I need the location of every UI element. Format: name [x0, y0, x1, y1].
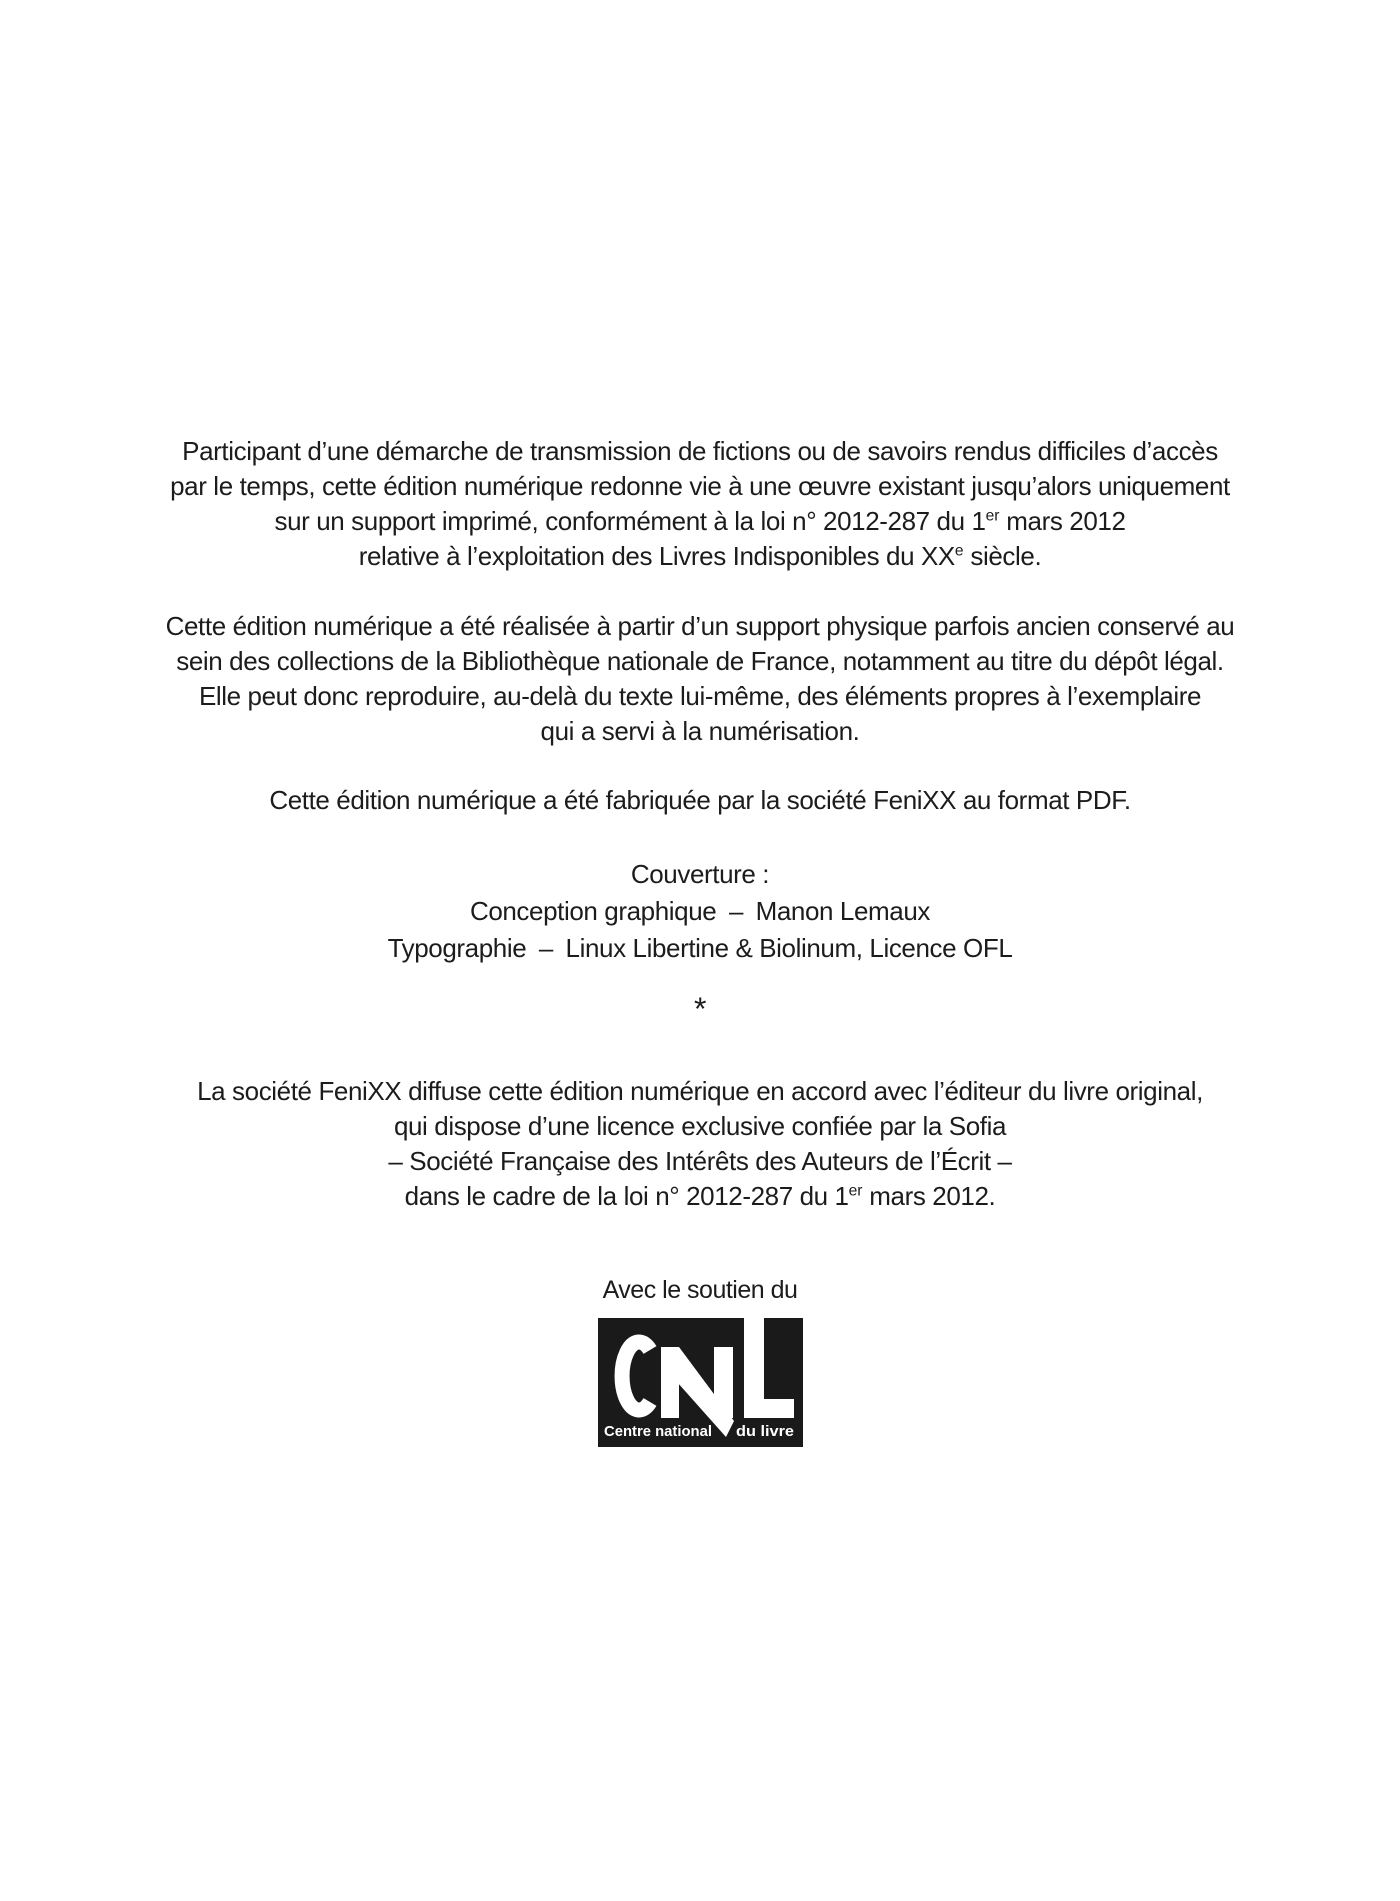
asterisk-separator: * — [693, 991, 707, 1027]
source-note-line-2: sein des collections de la Bibliothèque nationale de France, notamment au titre du dépôt légal. — [176, 646, 1224, 676]
cnl-logo-graphic — [598, 1318, 803, 1447]
cnl-caption-left: Centre national — [604, 1423, 712, 1440]
source-note-line-3: Elle peut donc reproduire, au-delà du texte lui-même, des éléments propres à l’exemplaire — [198, 681, 1202, 711]
intro-line-3 — [0, 508, 1400, 534]
cover-credits-title: Couverture : — [630, 859, 770, 889]
cover-credits-typography: Typographie – Linux Libertine & Biolinum, Licence OFL — [387, 933, 1013, 963]
production-note: Cette édition numérique a été fabriquée par la société FeniXX au format PDF. — [269, 785, 1131, 815]
distribution-line-4 — [0, 1183, 1400, 1209]
distribution-line-4-end: mars 2012. — [862, 1181, 996, 1211]
source-note-line-4: qui a servi à la numérisation. — [540, 716, 860, 746]
intro-line-4 — [0, 543, 1400, 569]
distribution-line-1: La société FeniXX diffuse cette édition numérique en accord avec l’éditeur du livre original, — [197, 1076, 1203, 1106]
cover-credits-design: Conception graphique – Manon Lemaux — [469, 896, 931, 926]
distribution-line-3: – Société Française des Intérêts des Auteurs de l’Écrit – — [388, 1146, 1012, 1176]
source-note-line-1: Cette édition numérique a été réalisée à partir d’un support physique parfois ancien conservé au — [165, 611, 1235, 641]
intro-line-1: Participant d’une démarche de transmission de fictions ou de savoirs rendus difficiles d’accès — [182, 436, 1218, 466]
cnl-letter-l-foot — [744, 1399, 794, 1418]
cnl-caption-right: du livre — [736, 1423, 794, 1440]
ordinal-superscript: er — [985, 507, 1000, 525]
ordinal-superscript: er — [848, 1182, 863, 1200]
intro-line-3-text: sur un support imprimé, conformément à la loi n° 2012-287 du 1 — [274, 506, 986, 536]
intro-line-3-end: mars 2012 — [999, 506, 1126, 536]
ordinal-superscript: e — [954, 542, 964, 560]
intro-line-2: par le temps, cette édition numérique redonne vie à une œuvre existant jusqu’alors uniquement — [170, 471, 1230, 501]
distribution-line-2: qui dispose d’une licence exclusive confiée par la Sofia — [393, 1111, 1007, 1141]
cnl-logo — [598, 1318, 803, 1447]
intro-line-4-text: relative à l’exploitation des Livres Indisponibles du XX — [358, 541, 955, 571]
distribution-line-4-text: dans le cadre de la loi n° 2012-287 du 1 — [404, 1181, 849, 1211]
cnl-support-text: Avec le soutien du — [602, 1276, 798, 1304]
intro-line-4-end: siècle. — [963, 541, 1042, 571]
